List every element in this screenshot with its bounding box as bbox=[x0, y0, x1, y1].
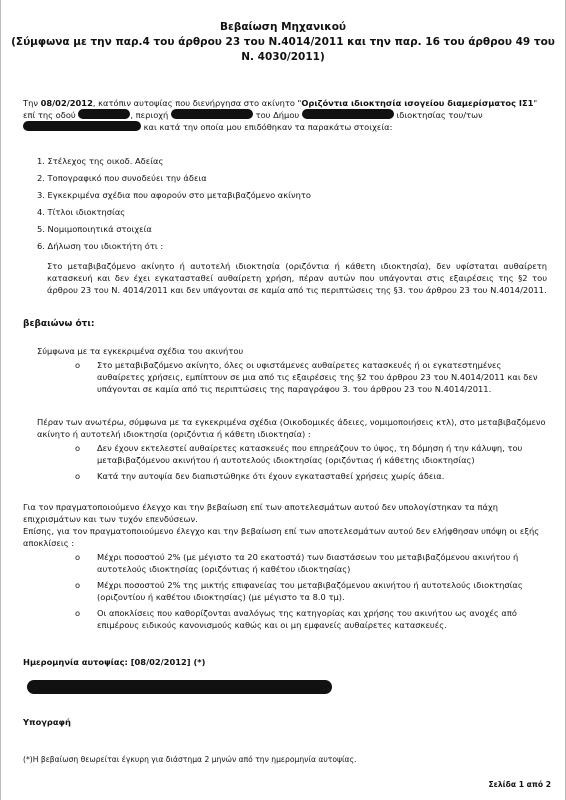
page-number: Σελίδα 1 από 2 bbox=[488, 780, 551, 789]
redacted-street bbox=[78, 109, 130, 119]
list-item: o Μέχρι ποσοστού 2% της μικτής επιφανείας του μεταβιβαζόμενου ακινήτου ή αυτοτελούς ιδιοκτησίας (οριζοντίου ή καθέτου ιδιοκτησίας) (με μέγιστο τα 8.0 τμ). bbox=[75, 580, 523, 603]
section-3-lead-2: Επίσης, για τον πραγματοποιούμενο έλεγχο και την βεβαίωση επί των αποτελεσμάτων αυτού δεν ελήφθησαν υπόψη οι εξής αποκλίσεις : bbox=[23, 526, 540, 549]
section-beyond-above bbox=[37, 416, 547, 486]
section-deviations bbox=[23, 501, 549, 635]
list-item: 3. Εγκεκριμένα σχέδια που αφορούν στο μεταβιβαζόμενο ακίνητο bbox=[37, 190, 311, 201]
section-1-lead: Σύμφωνα με τα εγκεκριμένα σχέδια του ακινήτου bbox=[37, 346, 244, 356]
list-item: 2. Τοπογραφικό που συνοδεύει την άδεια bbox=[37, 173, 207, 184]
title-line-2: (Σύμφωνα με την παρ.4 του άρθρου 23 του Ν.4014/2011 και την παρ. 16 του άρθρου 49 του Ν. 4030/2011) bbox=[11, 36, 555, 64]
owner-declaration: Στο μεταβιβαζόμενο ακίνητο ή αυτοτελή ιδιοκτησία (οριζόντια ή κάθετη ιδιοκτησία), δεν υφίσταται αυθαίρετη κατασκευή και δεν έχει εγκατασταθεί αυθαίρετη χρήση, πέραν αυτών που υπάγονται στις εξαιρέσεις της §2 του άρθρου 23 του Ν. 4014/2011 και δεν υπάγονται σε καμία από τις περιπτώσεις της §3. του άρθρου 23 του Ν.4014/2011. bbox=[47, 261, 547, 296]
redacted-engineer-name bbox=[27, 680, 332, 694]
inspection-date-inline: 08/02/2012 bbox=[40, 98, 93, 108]
section-3-bullets bbox=[23, 551, 549, 631]
list-item: 5. Νομιμοποιητικά στοιχεία bbox=[37, 224, 152, 235]
footnote: (*)Η βεβαίωση θεωρείται έγκυρη για διάστημα 2 μηνών από την ημερομηνία αυτοψίας. bbox=[23, 755, 357, 764]
section-approved-plans bbox=[37, 345, 547, 399]
property-name: Οριζόντια ιδιοκτησία ισογείου διαμερίσματος ΙΣ1 bbox=[301, 98, 534, 108]
intro-paragraph: Την 08/02/2012, κατόπιν αυτοψίας που διενήργησα στο ακίνητο "Οριζόντια ιδιοκτησία ισογείου διαμερίσματος ΙΣ1" επί της οδού , περιοχή του Δήμου ιδιοκτησίας του/των και κατά την οποία μου επιδόθηκαν τα παρακάτω στοιχεία: bbox=[23, 98, 538, 133]
inspection-date: Ημερομηνία αυτοψίας: [08/02/2012] (*) bbox=[23, 657, 206, 667]
section-2-bullets bbox=[37, 442, 547, 482]
redacted-area bbox=[171, 109, 253, 119]
section-1-bullets bbox=[37, 359, 547, 395]
list-item: 1. Στέλεχος της οικοδ. Αδείας bbox=[37, 156, 164, 166]
signature-label: Υπογραφή bbox=[23, 717, 71, 727]
document-title bbox=[11, 20, 555, 66]
list-item: o Κατά την αυτοψία δεν διαπιστώθηκε ότι έχουν εγκατασταθεί χρήσεις χωρίς άδεια. bbox=[75, 471, 445, 482]
list-item: o Δεν έχουν εκτελεστεί αυθαίρετες κατασκευές που επηρεάζουν το ύψος, τη δόμηση ή την κάλυψη, του μεταβιβαζόμενου ακινήτου ή αυτοτελούς ιδιοκτησίας (οριζόντιας ή κάθετης ιδιοκτησίας) bbox=[75, 443, 523, 466]
certify-heading: βεβαιώνω ότι: bbox=[23, 319, 95, 329]
list-item: 4. Τίτλοι ιδιοκτησίας bbox=[37, 207, 126, 218]
list-item: o Στο μεταβιβαζόμενο ακίνητο, όλες οι υφιστάμενες αυθαίρετες κατασκευές ή οι εγκατεστημένες αυθαίρετες χρήσεις, εμπίπτουν σε μια από τις εξαιρέσεις της §2 του άρθρου 23 του Ν.4014/2011 και δεν υπάγονται σε καμία από τις περιπτώσεις της παραγράφου 3. του άρθρου 23 του Ν.4014/2011. bbox=[75, 360, 538, 395]
list-item: o Μέχρι ποσοστού 2% (με μέγιστο τα 20 εκατοστά) των διαστάσεων του μεταβιβαζόμενου ακινήτου ή αυτοτελούς ιδιοκτησίας (οριζόντιας ή καθέτου ιδιοκτησίας) bbox=[75, 552, 519, 575]
title-line-1: Βεβαίωση Μηχανικού bbox=[219, 21, 347, 33]
redacted-owner bbox=[23, 121, 141, 131]
list-item: o Οι αποκλίσεις που καθορίζονται αναλόγως της κατηγορίας και χρήσης του ακινήτου ως ανοχές από επιμέρους ειδικούς κανονισμούς καθώς και οι μη εμφανείς αυθαίρετες κατασκευές. bbox=[75, 608, 517, 631]
section-2-lead: Πέραν των ανωτέρω, σύμφωνα με τα εγκεκριμένα σχέδια (Οικοδομικές άδειες, νομιμοποιήσεις κτλ), στο μεταβιβαζόμενο ακίνητο ή αυτοτελή ιδιοκτησία (οριζόντια ή κάθετη ιδιοκτησία) : bbox=[37, 417, 546, 440]
list-item: 6. Δήλωση του ιδιοκτήτη ότι : bbox=[37, 241, 164, 252]
redacted-municipality bbox=[302, 109, 394, 119]
received-documents-list bbox=[37, 155, 537, 257]
section-3-lead-1: Για τον πραγματοποιούμενο έλεγχο και την βεβαίωση επί των αποτελεσμάτων αυτού δεν υπολογίστηκαν τα πάχη επιχρισμάτων και των τυχόν επενδύσεων. bbox=[23, 502, 499, 525]
